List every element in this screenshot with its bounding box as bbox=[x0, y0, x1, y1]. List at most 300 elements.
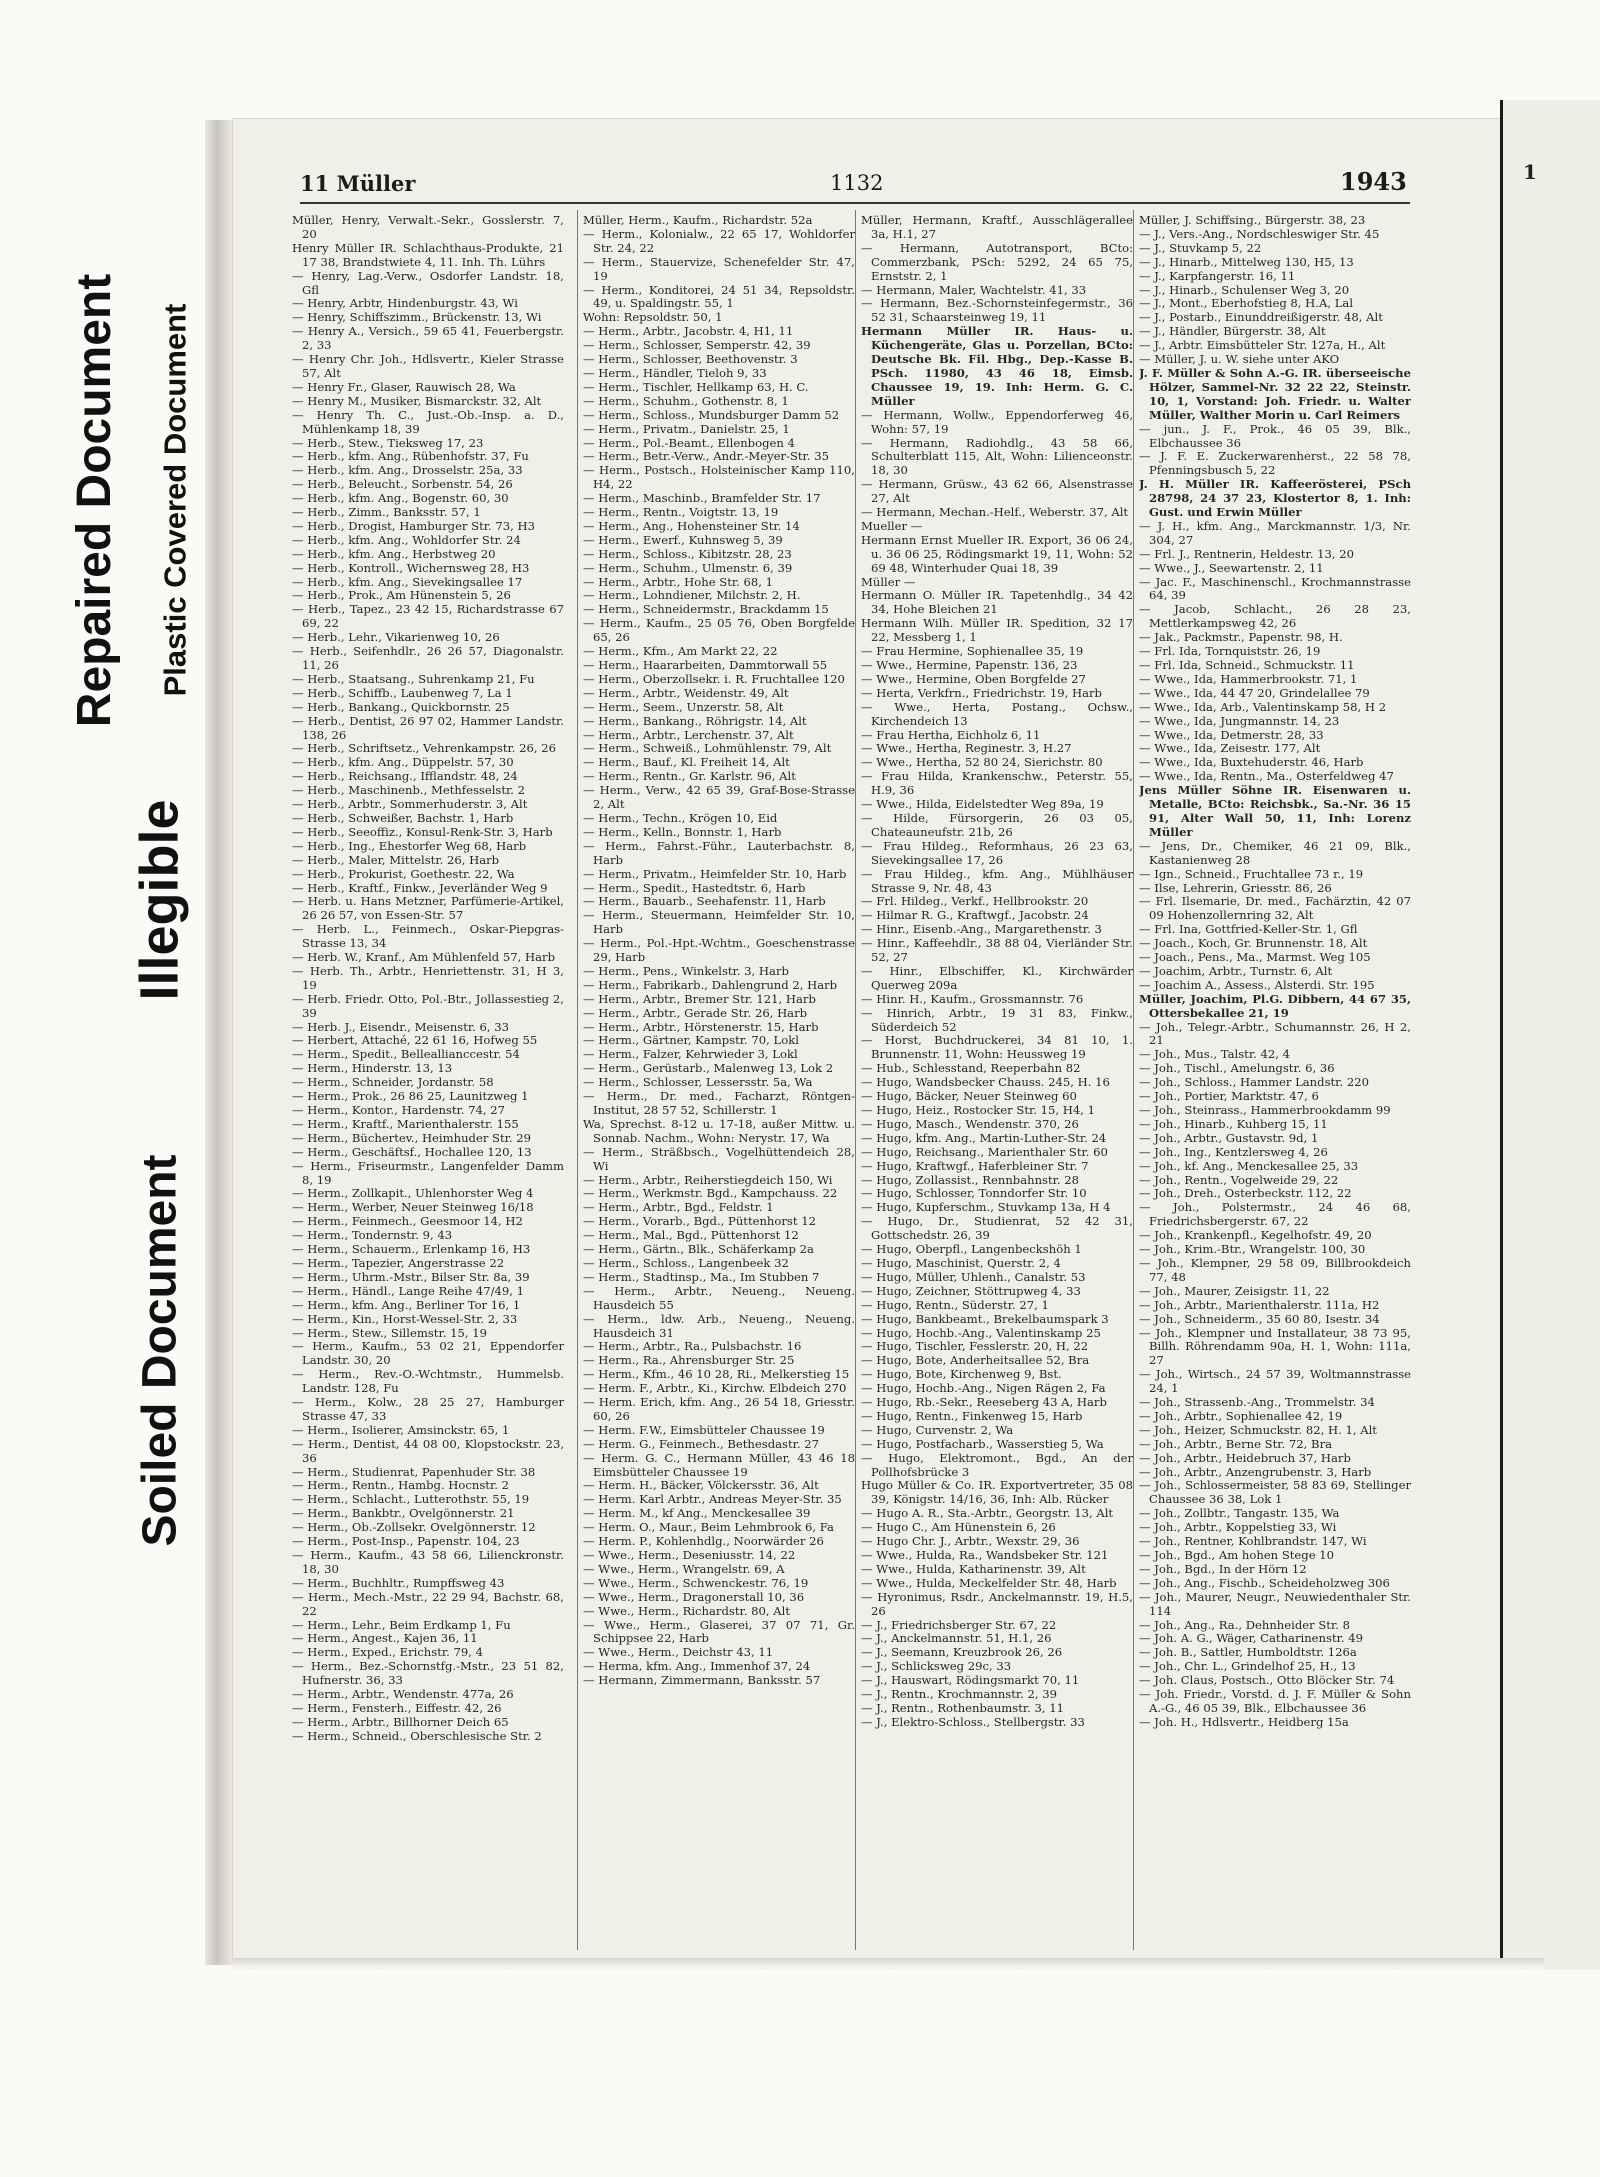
directory-entry: — Frl. Ina, Gottfried-Keller-Str. 1, Gfl bbox=[1139, 922, 1358, 937]
plastic-covered-label bbox=[140, 250, 210, 750]
directory-entry: Müller, J. Schiffsing., Bürgerstr. 38, 23 bbox=[1139, 214, 1366, 227]
directory-entry: — J. H., kfm. Ang., Marckmannstr. 1/3, Nr. 304, 27 bbox=[1139, 518, 1411, 547]
directory-entry: Wa, Sprechst. 8-12 u. 17-18, außer Mittw. u. Sonnab. Nachm., Wohn: Nerystr. 17, Wa bbox=[583, 1116, 855, 1145]
directory-entry: — Herm., Rentn., Hambg. Hocnstr. 2 bbox=[292, 1478, 509, 1493]
directory-entry: J. F. Müller & Sohn A.-G. IR. überseeische Hölzer, Sammel-Nr. 32 22 22, Steinstr. 10, 1, Vorstand: Joh. Friedr. u. Walter Müller, Walther Morin u. Carl Reimers bbox=[1139, 365, 1411, 422]
directory-entry: — Joh., Zollbtr., Tangastr. 135, Wa bbox=[1139, 1506, 1340, 1521]
directory-entry: — Joh., Arbtr., Koppelstieg 33, Wi bbox=[1139, 1520, 1337, 1535]
directory-entry: — Herb., Ing., Ehestorfer Weg 68, Harb bbox=[292, 838, 527, 853]
directory-entry: — Herb., kfm. Ang., Düppelstr. 57, 30 bbox=[292, 755, 514, 770]
directory-entry: — Wwe., Hilda, Eidelstedter Weg 89a, 19 bbox=[861, 797, 1104, 812]
directory-entry: — Hugo, Bote, Kirchenweg 9, Bst. bbox=[861, 1367, 1062, 1382]
directory-entry: — Herb., Drogist, Hamburger Str. 73, H3 bbox=[292, 518, 536, 533]
directory-entry: — Herb., Maler, Mittelstr. 26, Harb bbox=[292, 852, 500, 867]
directory-entry: — Herm., Schloss., Mundsburger Damm 52 bbox=[583, 407, 840, 422]
directory-entry: — Herb. W., Kranf., Am Mühlenfeld 57, Harb bbox=[292, 950, 556, 965]
directory-entry: — Herb., Beleucht., Sorbenstr. 54, 26 bbox=[292, 477, 513, 492]
directory-entry: — Jacob, Schlacht., 26 28 23, Mettlerkampsweg 42, 26 bbox=[1139, 602, 1411, 631]
illegible-text: Illegible bbox=[130, 799, 190, 1001]
directory-entry: — Henry, Arbtr, Hindenburgstr. 43, Wi bbox=[292, 296, 518, 311]
directory-entry: — Joh., Ing., Kentzlersweg 4, 26 bbox=[1139, 1144, 1328, 1159]
directory-entry: — Herm., Bez.-Schornstfg.-Mstr., 23 51 82, Hufnerstr. 36, 33 bbox=[292, 1659, 564, 1688]
directory-entry: — Joh., Ang., Fischb., Scheideholzweg 306 bbox=[1139, 1575, 1390, 1590]
directory-entry: — Wwe., Herm., Wrangelstr. 69, A bbox=[583, 1561, 785, 1576]
column-rule-1 bbox=[577, 210, 578, 1950]
directory-entry: — Herb., Arbtr., Sommerhuderstr. 3, Alt bbox=[292, 797, 528, 812]
directory-entry: — J., Stuvkamp 5, 22 bbox=[1139, 240, 1262, 255]
directory-entry: — Herm., Stauervize, Schenefelder Str. 47, 19 bbox=[583, 254, 855, 283]
directory-entry: — Herm., Arbtr., Ra., Pulsbachstr. 16 bbox=[583, 1339, 802, 1354]
directory-entry: — Hermann, Bez.-Schornsteinfegermstr., 36 52 31, Schaarsteinweg 19, 11 bbox=[861, 296, 1133, 325]
directory-entry: — Hilmar R. G., Kraftwgf., Jacobstr. 24 bbox=[861, 908, 1089, 923]
directory-entry: — Hermann, Wollw., Eppendorferweg 46, Wohn: 57, 19 bbox=[861, 407, 1133, 436]
directory-entry: — Wwe., Herm., Deichstr 43, 11 bbox=[583, 1645, 774, 1660]
header-rule bbox=[300, 202, 1410, 204]
directory-entry: — Ilse, Lehrerin, Griesstr. 86, 26 bbox=[1139, 880, 1332, 895]
directory-entry: — Herb., Schiffb., Laubenweg 7, La 1 bbox=[292, 685, 513, 700]
directory-entry: — Joh., Arbtr., Heidebruch 37, Harb bbox=[1139, 1450, 1351, 1465]
directory-column-2 bbox=[583, 214, 855, 1949]
directory-entry: — Joh., Krankenpfl., Kegelhofstr. 49, 20 bbox=[1139, 1228, 1372, 1243]
directory-entry: — Herm., Arbtr., Hohe Str. 68, 1 bbox=[583, 574, 774, 589]
directory-entry: — Frl. Ilsemarie, Dr. med., Fachärztin, 42 07 09 Hohenzollernring 32, Alt bbox=[1139, 894, 1411, 923]
directory-entry: — Hugo, kfm. Ang., Martin-Luther-Str. 24 bbox=[861, 1130, 1107, 1145]
directory-entry: — Herm., Bankbtr., Ovelgönnerstr. 21 bbox=[292, 1506, 515, 1521]
directory-entry: — Herm., Bauarb., Seehafenstr. 11, Harb bbox=[583, 894, 826, 909]
directory-entry: — Herm., Konditorei, 24 51 34, Repsoldstr. 49, u. Spaldingstr. 55, 1 bbox=[583, 282, 855, 311]
directory-entry: — J., Hauswart, Rödingsmarkt 70, 11 bbox=[861, 1673, 1080, 1688]
directory-entry: — Herm., Kaufm., 53 02 21, Eppendorfer Landstr. 30, 20 bbox=[292, 1339, 564, 1368]
directory-entry: — Herm., Händl., Lange Reihe 47/49, 1 bbox=[292, 1283, 525, 1298]
directory-entry: — Herm., Steuermann, Heimfelder Str. 10, Harb bbox=[583, 908, 855, 937]
directory-entry: — Horst, Buchdruckerei, 34 81 10, 1. Brunnenstr. 11, Wohn: Heussweg 19 bbox=[861, 1033, 1133, 1062]
directory-entry: — Wwe., Herm., Deseniusstr. 14, 22 bbox=[583, 1548, 796, 1562]
directory-entry: — Hermann, Radiohdlg., 43 58 66, Schulterblatt 115, Alt, Wohn: Lilienceonstr. 18, 30 bbox=[861, 435, 1133, 478]
directory-entry: — Hugo, Wandsbecker Chauss. 245, H. 16 bbox=[861, 1075, 1110, 1090]
directory-entry: — J., Mont., Eberhofstieg 8, H.A, Lal bbox=[1139, 296, 1354, 311]
directory-entry: — Herb. L., Feinmech., Oskar-Piepgras-Strasse 13, 34 bbox=[292, 922, 564, 951]
directory-entry: — Joh., Arbtr., Berne Str. 72, Bra bbox=[1139, 1436, 1333, 1451]
directory-entry: — Herm., Ra., Ahrensburger Str. 25 bbox=[583, 1353, 795, 1368]
directory-entry: — Herm., Arbtr., Billhorner Deich 65 bbox=[292, 1714, 509, 1729]
directory-entry: — Jens, Dr., Chemiker, 46 21 09, Blk., Kastanienweg 28 bbox=[1139, 838, 1411, 867]
directory-entry: — Herm., Gerüstarb., Malenweg 13, Lok 2 bbox=[583, 1061, 834, 1076]
directory-entry: — Herb., kfm. Ang., Wohldorfer Str. 24 bbox=[292, 532, 521, 547]
directory-entry: — Herm., Arbtr., Bremer Str. 121, Harb bbox=[583, 991, 816, 1006]
directory-entry: — Hugo, Tischler, Fesslerstr. 20, H, 22 bbox=[861, 1339, 1089, 1354]
directory-entry: Henry Müller IR. Schlachthaus-Produkte, 21 17 38, Brandstwiete 4, 11. Inh. Th. Lührs bbox=[292, 240, 564, 269]
directory-entry: — Herm., Feinmech., Geesmoor 14, H2 bbox=[292, 1214, 523, 1229]
directory-entry: — Jak., Packmstr., Papenstr. 98, H. bbox=[1139, 630, 1343, 645]
directory-column-4 bbox=[1139, 214, 1411, 1949]
directory-entry: — Hugo, Bankbeamt., Brekelbaumspark 3 bbox=[861, 1311, 1109, 1326]
directory-entry: — J., Rentn., Krochmannstr. 2, 39 bbox=[861, 1687, 1058, 1702]
directory-entry: — Herb., Reichsang., Ifflandstr. 48, 24 bbox=[292, 769, 518, 784]
directory-entry: — Herm., Rev.-O.-Wchtmstr., Hummelsb. Landstr. 128, Fu bbox=[292, 1367, 564, 1396]
directory-entry: — Frl. Hildeg., Verkf., Hellbrookstr. 20 bbox=[861, 894, 1089, 909]
directory-entry: — Joh., Polstermstr., 24 46 68, Friedrichsbergerstr. 67, 22 bbox=[1139, 1200, 1411, 1229]
directory-column-1 bbox=[292, 214, 564, 1949]
directory-entry: — Herm., Buchhltr., Rumpffsweg 43 bbox=[292, 1575, 505, 1590]
directory-entry: — Herm. G. C., Hermann Müller, 43 46 18 Eimsbütteler Chaussee 19 bbox=[583, 1450, 855, 1479]
directory-entry: — Herm., Rentn., Gr. Karlstr. 96, Alt bbox=[583, 769, 796, 784]
directory-entry: — Herta, Verkfrn., Friedrichstr. 19, Harb bbox=[861, 685, 1102, 700]
directory-entry: — Herm., Schlosser, Lessersstr. 5a, Wa bbox=[583, 1075, 813, 1090]
directory-entry: — Wwe., J., Seewartenstr. 2, 11 bbox=[1139, 560, 1324, 575]
directory-entry: — Frau Hermine, Sophienallee 35, 19 bbox=[861, 644, 1084, 659]
directory-entry: — Herm., Schloss., Langenbeek 32 bbox=[583, 1255, 789, 1270]
directory-entry: — Herm., Techn., Krögen 10, Eid bbox=[583, 810, 778, 825]
directory-entry: — Henry M., Musiker, Bismarckstr. 32, Alt bbox=[292, 393, 542, 408]
directory-entry: — Herb., Kraftf., Finkw., Jeverländer Weg 9 bbox=[292, 880, 548, 895]
directory-entry: — Herm., Haararbeiten, Dammtorwall 55 bbox=[583, 658, 828, 672]
directory-entry: — Wwe., Herm., Schwenckestr. 76, 19 bbox=[583, 1575, 809, 1590]
directory-entry: — Herm., Betr.-Verw., Andr.-Meyer-Str. 35 bbox=[583, 449, 829, 464]
directory-entry: — Herm., Uhrm.-Mstr., Bilser Str. 8a, 39 bbox=[292, 1269, 530, 1284]
directory-entry: — Hugo, Masch., Wendenstr. 370, 26 bbox=[861, 1116, 1079, 1131]
directory-entry: — Joh., Klempner, 29 58 09, Billbrookdeich 77, 48 bbox=[1139, 1255, 1411, 1284]
directory-entry: — Herm., Bauf., Kl. Freiheit 14, Alt bbox=[583, 755, 790, 770]
soiled-document-label bbox=[105, 1100, 215, 1600]
directory-entry: — Joh., Heizer, Schmuckstr. 82, H. 1, Alt bbox=[1139, 1422, 1377, 1437]
directory-entry: — Joh., Schlossermeister, 58 83 69, Stellinger Chaussee 36 38, Lok 1 bbox=[1139, 1478, 1411, 1507]
directory-entry: — Joach., Pens., Ma., Marmst. Weg 105 bbox=[1139, 950, 1371, 965]
directory-entry: — Hilde, Fürsorgerin, 26 03 05, Chateauneufstr. 21b, 26 bbox=[861, 810, 1133, 839]
directory-entry: — Frau Hildeg., kfm. Ang., Mühlhäuser Strasse 9, Nr. 48, 43 bbox=[861, 866, 1133, 895]
illegible-label bbox=[110, 760, 210, 1040]
directory-entry: — J., Rentn., Rothenbaumstr. 3, 11 bbox=[861, 1700, 1065, 1715]
directory-entry: — Hugo A. R., Sta.-Arbtr., Georgstr. 13, Alt bbox=[861, 1506, 1114, 1521]
directory-entry: — Herm., Stew., Sillemstr. 15, 19 bbox=[292, 1325, 487, 1340]
directory-entry: — Joh., Klempner und Installateur, 38 73 95, Billh. Röhrendamm 90a, H. 1, Wohn: 111a, 27 bbox=[1139, 1325, 1411, 1368]
directory-entry: — Frau Hildeg., Reformhaus, 26 23 63, Sievekingsallee 17, 26 bbox=[861, 838, 1133, 867]
directory-entry: — Joh. Friedr., Vorstd. d. J. F. Müller & Sohn A.-G., 46 05 39, Blk., Elbchaussee 36 bbox=[1139, 1687, 1411, 1715]
directory-entry: — Hugo, Müller, Uhlenh., Canalstr. 53 bbox=[861, 1269, 1086, 1284]
directory-entry: — Hinr. H., Kaufm., Grossmannstr. 76 bbox=[861, 991, 1084, 1006]
directory-entry: — Hugo, Kupferschm., Stuvkamp 13a, H 4 bbox=[861, 1200, 1111, 1215]
directory-entry: — Herm., Ob.-Zollsekr. Ovelgönnerstr. 12 bbox=[292, 1520, 536, 1535]
directory-entry: — Herm. H., Bäcker, Völckersstr. 36, Alt bbox=[583, 1478, 819, 1493]
directory-entry: — Hugo, Zollassist., Rennbahnstr. 28 bbox=[861, 1172, 1080, 1187]
directory-entry: — Henry A., Versich., 59 65 41, Feuerbergstr. 2, 33 bbox=[292, 324, 564, 353]
directory-entry: — Herm., Schuhm., Gothenstr. 8, 1 bbox=[583, 393, 789, 408]
directory-entry: — Joh., Tischl., Amelungstr. 6, 36 bbox=[1139, 1061, 1335, 1076]
directory-entry: — Herb., Seeoffiz., Konsul-Renk-Str. 3, Harb bbox=[292, 824, 553, 839]
directory-entry: — Herm., Händler, Tieloh 9, 33 bbox=[583, 365, 767, 380]
directory-entry: — Herm., Mal., Bgd., Püttenhorst 12 bbox=[583, 1228, 799, 1243]
header-page-number: 1132 bbox=[830, 171, 884, 195]
header-section: 11 Müller bbox=[300, 171, 416, 196]
directory-entry: — J., Vers.-Ang., Nordschleswiger Str. 45 bbox=[1139, 226, 1380, 241]
directory-entry: — Joh., Schneiderm., 35 60 80, Isestr. 34 bbox=[1139, 1311, 1380, 1326]
directory-entry: — Joh. B., Sattler, Humboldtstr. 126a bbox=[1139, 1645, 1357, 1660]
directory-entry: — Herm., Schweiß., Lohmühlenstr. 79, Alt bbox=[583, 741, 832, 756]
directory-entry: — Joh., Arbtr., Anzengrubenstr. 3, Harb bbox=[1139, 1464, 1372, 1479]
directory-entry: — Herm., Schuhm., Ulmenstr. 6, 39 bbox=[583, 560, 793, 575]
directory-entry: — Joh., Steinrass., Hammerbrookdamm 99 bbox=[1139, 1103, 1391, 1117]
directory-entry: — Wwe., Hermine, Oben Borgfelde 27 bbox=[861, 671, 1086, 686]
directory-entry: Hermann Müller IR. Haus- u. Küchengeräte, Glas u. Porzellan, BCto: Deutsche Bk. Fil. Hbg., Dep.-Kasse B. PSch. 11980, 43 46 18, Eimsb. Chaussee 19, 19. Inh: Herm. G. C. Müller bbox=[861, 324, 1133, 408]
directory-entry: — Wwe., Hertha, 52 80 24, Sierichstr. 80 bbox=[861, 755, 1103, 770]
directory-entry: — Herm., Schneid., Oberschlesische Str. 2 bbox=[292, 1728, 542, 1743]
directory-entry: — Herm., Kaufm., 25 05 76, Oben Borgfelde 65, 26 bbox=[583, 616, 855, 645]
directory-entry: — Henry, Schiffszimm., Brückenstr. 13, Wi bbox=[292, 310, 542, 325]
directory-entry: — Herm., Werkmstr. Bgd., Kampchauss. 22 bbox=[583, 1186, 838, 1201]
directory-entry: — Herm., Sträßbsch., Vogelhüttendeich 28, Wi bbox=[583, 1144, 855, 1173]
directory-entry: — Herb., Tapez., 23 42 15, Richardstrasse 67 69, 22 bbox=[292, 602, 564, 631]
directory-entry: — Joh., Hinarb., Kuhberg 15, 11 bbox=[1139, 1116, 1328, 1131]
directory-entry: Müller, Herm., Kaufm., Richardstr. 52a bbox=[583, 214, 813, 227]
directory-entry: — Hugo, Rentn., Süderstr. 27, 1 bbox=[861, 1297, 1049, 1312]
directory-entry: — Hugo, Heiz., Rostocker Str. 15, H4, 1 bbox=[861, 1103, 1095, 1117]
directory-entry: — Herm. G., Feinmech., Bethesdastr. 27 bbox=[583, 1436, 820, 1451]
directory-entry: — Joh., Strassenb.-Ang., Trommelstr. 34 bbox=[1139, 1395, 1375, 1410]
directory-entry: — Joh., Dreh., Osterbeckstr. 112, 22 bbox=[1139, 1186, 1352, 1201]
directory-entry: — Herm., Vorarb., Bgd., Püttenhorst 12 bbox=[583, 1214, 816, 1229]
directory-entry: — Joh., Rentner, Kohlbrandstr. 147, Wi bbox=[1139, 1534, 1367, 1549]
directory-entry: — J., Elektro-Schloss., Stellbergstr. 33 bbox=[861, 1714, 1085, 1729]
directory-entry: — Joh. Claus, Postsch., Otto Blöcker Str. 74 bbox=[1139, 1673, 1395, 1688]
directory-entry: — Herm., Tischler, Hellkamp 63, H. C. bbox=[583, 379, 809, 394]
directory-entry: — Herm., Friseurmstr., Langenfelder Damm 8, 19 bbox=[292, 1158, 564, 1187]
directory-entry: — Herm., Fahrst.-Führ., Lauterbachstr. 8, Harb bbox=[583, 838, 855, 867]
directory-entry: — Joh., Schloss., Hammer Landstr. 220 bbox=[1139, 1075, 1369, 1090]
directory-entry: — J., Schlicksweg 29c, 33 bbox=[861, 1659, 1012, 1674]
repaired-document-text: Repaired Document bbox=[68, 273, 122, 727]
directory-entry: — Herm., Büchertev., Heimhuder Str. 29 bbox=[292, 1130, 532, 1145]
directory-entry: — J. F. E. Zuckerwarenherst., 22 58 78, Pfenningsbusch 5, 22 bbox=[1139, 449, 1411, 478]
directory-entry: — Herb., kfm. Ang., Drosselstr. 25a, 33 bbox=[292, 463, 523, 478]
directory-entry: — Herb. u. Hans Metzner, Parfümerie-Artikel, 26 26 57, von Essen-Str. 57 bbox=[292, 894, 564, 923]
directory-entry: — Hugo, Oberpfl., Langenbeckshöh 1 bbox=[861, 1242, 1082, 1257]
soiled-document-text: Soiled Document bbox=[133, 1153, 187, 1547]
directory-entry: — Herm., Rentn., Voigtstr. 13, 19 bbox=[583, 505, 779, 520]
directory-entry: — Herm., Lohndiener, Milchstr. 2, H. bbox=[583, 588, 801, 603]
directory-entry: — J., Karpfangerstr. 16, 11 bbox=[1139, 268, 1296, 283]
directory-entry: Hermann Ernst Mueller IR. Export, 36 06 24, u. 36 06 25, Rödingsmarkt 19, 11, Wohn: 52 69 48, Winterhuder Quai 18, 39 bbox=[861, 532, 1133, 575]
directory-entry: — Herm., Postsch., Holsteinischer Kamp 110, H4, 22 bbox=[583, 463, 855, 492]
directory-entry: — Frau Hertha, Eichholz 6, 11 bbox=[861, 727, 1041, 742]
directory-entry: — Joh., Arbtr., Sophienallee 42, 19 bbox=[1139, 1408, 1343, 1423]
directory-entry: — Herm., Arbtr., Reiherstiegdeich 150, Wi bbox=[583, 1172, 833, 1187]
directory-entry: — Joh., Arbtr., Marienthalerstr. 111a, H2 bbox=[1139, 1297, 1380, 1312]
directory-entry: — Joh., Bgd., Am hohen Stege 10 bbox=[1139, 1548, 1335, 1562]
directory-entry: — Herm., Kolonialw., 22 65 17, Wohldorfer Str. 24, 22 bbox=[583, 226, 855, 255]
header-year: 1943 bbox=[1340, 167, 1407, 196]
next-page-edge bbox=[1500, 100, 1600, 1970]
directory-entry: — Herm., Lehr., Beim Erdkamp 1, Fu bbox=[292, 1617, 511, 1632]
directory-entry: — Frl. Ida, Schneid., Schmuckstr. 11 bbox=[1139, 658, 1355, 672]
directory-entry: — Herb., Maschinenb., Methfesselstr. 2 bbox=[292, 783, 526, 798]
directory-entry: — Herb., Seifenhdlr., 26 26 57, Diagonalstr. 11, 26 bbox=[292, 644, 564, 672]
directory-entry: — Herb. Th., Arbtr., Henriettenstr. 31, H 3, 19 bbox=[292, 963, 564, 992]
directory-entry: — Herm., Gärtner, Kampstr. 70, Lokl bbox=[583, 1033, 799, 1048]
directory-entry: — Henry Fr., Glaser, Rauwisch 28, Wa bbox=[292, 379, 516, 394]
directory-entry: — Henry Th. C., Just.-Ob.-Insp. a. D., Mühlenkamp 18, 39 bbox=[292, 407, 564, 436]
directory-entry: — J., Seemann, Kreuzbrook 26, 26 bbox=[861, 1645, 1063, 1660]
directory-entry: — Herm., Schauerm., Erlenkamp 16, H3 bbox=[292, 1242, 531, 1257]
directory-entry: — Joh. H., Hdlsvertr., Heidberg 15a bbox=[1139, 1714, 1349, 1729]
directory-entry: — J., Postarb., Einunddreißigerstr. 48, Alt bbox=[1139, 310, 1383, 325]
directory-entry: — Herm., Arbtr., Jacobstr. 4, H1, 11 bbox=[583, 324, 794, 339]
directory-entry: — Hermann, Maler, Wachtelstr. 41, 33 bbox=[861, 282, 1087, 297]
next-page-stub: 1 bbox=[1523, 160, 1537, 184]
directory-entry: — Hermann, Grüsw., 43 62 66, Alsenstrasse 27, Alt bbox=[861, 477, 1133, 506]
page-bottom-shadow bbox=[232, 1958, 1544, 1972]
directory-entry: — Herm., Arbtr., Neueng., Neueng. Hausdeich 55 bbox=[583, 1283, 855, 1312]
directory-entry: — Herm., Ewerf., Kuhnsweg 5, 39 bbox=[583, 532, 783, 547]
directory-entry: Mueller — bbox=[861, 518, 923, 533]
directory-entry: Jens Müller Söhne IR. Eisenwaren u. Metalle, BCto: Reichsbk., Sa.-Nr. 36 15 91, Alter Wall 50, 11, Inh: Lorenz Müller bbox=[1139, 783, 1411, 839]
directory-entry: — Herm., Ang., Hohensteiner Str. 14 bbox=[583, 518, 800, 533]
directory-entry: — Hinrich, Arbtr., 19 31 83, Finkw., Süderdeich 52 bbox=[861, 1005, 1133, 1034]
directory-entry: — Herm., Kontor., Hardenstr. 74, 27 bbox=[292, 1103, 506, 1117]
directory-entry: — Herm., Tapezier, Angerstrasse 22 bbox=[292, 1255, 505, 1270]
directory-entry: — Hinr., Elbschiffer, Kl., Kirchwärder Querweg 209a bbox=[861, 963, 1133, 992]
directory-entry: — Hugo, Curvenstr. 2, Wa bbox=[861, 1422, 1014, 1437]
directory-entry: — Herm., Falzer, Kehrwieder 3, Lokl bbox=[583, 1047, 798, 1062]
directory-entry: — Hub., Schlesstand, Reeperbahn 82 bbox=[861, 1061, 1081, 1076]
directory-entry: — Herb., kfm. Ang., Herbstweg 20 bbox=[292, 546, 496, 561]
directory-entry: — Herm., ldw. Arb., Neueng., Neueng. Hausdeich 31 bbox=[583, 1311, 855, 1340]
directory-entry: — Hyronimus, Rsdr., Anckelmannstr. 19, H.5, 26 bbox=[861, 1589, 1133, 1618]
directory-entry: — Wwe., Herm., Dragonerstall 10, 36 bbox=[583, 1589, 805, 1604]
directory-entry: — Wwe., Ida, Detmerstr. 28, 33 bbox=[1139, 727, 1324, 742]
directory-entry: Wohn: Repsoldstr. 50, 1 bbox=[583, 310, 723, 325]
directory-entry: — Joh., Telegr.-Arbtr., Schumannstr. 26, H 2, 21 bbox=[1139, 1019, 1411, 1048]
directory-entry: — Herm. F., Arbtr., Ki., Kirchw. Elbdeich 270 bbox=[583, 1381, 847, 1396]
page-edge-shadow bbox=[205, 120, 235, 1965]
repaired-document-label bbox=[40, 250, 150, 750]
directory-entry: — J., Händler, Bürgerstr. 38, Alt bbox=[1139, 324, 1326, 339]
directory-entry: — J., Anckelmannstr. 51, H.1, 26 bbox=[861, 1631, 1052, 1646]
directory-entry: — Herm., Kin., Horst-Wessel-Str. 2, 33 bbox=[292, 1311, 518, 1326]
directory-entry: — Hugo, Bäcker, Neuer Steinweg 60 bbox=[861, 1089, 1077, 1104]
directory-entry: — Henry, Lag.-Verw., Osdorfer Landstr. 18, Gfl bbox=[292, 268, 564, 297]
directory-entry: — Herb., Dentist, 26 97 02, Hammer Landstr. 138, 26 bbox=[292, 713, 564, 742]
directory-entry: Müller — bbox=[861, 574, 916, 589]
directory-entry: — Herb., kfm. Ang., Bogenstr. 60, 30 bbox=[292, 491, 509, 506]
directory-entry: — J., Hinarb., Schulenser Weg 3, 20 bbox=[1139, 282, 1350, 297]
directory-entry: — Herm., Gärtn., Blk., Schäferkamp 2a bbox=[583, 1242, 814, 1257]
directory-entry: — Herm., Studienrat, Papenhuder Str. 38 bbox=[292, 1464, 536, 1479]
directory-entry: — Herm., Pens., Winkelstr. 3, Harb bbox=[583, 963, 789, 978]
directory-entry: — Herm., Kfm., 46 10 28, Ri., Melkerstieg 15 bbox=[583, 1367, 850, 1382]
directory-entry: — Herm., Zollkapit., Uhlenhorster Weg 4 bbox=[292, 1186, 534, 1201]
directory-entry: — Herm., Pol.-Hpt.-Wchtm., Goeschenstrasse 29, Harb bbox=[583, 936, 855, 965]
directory-entry: — Joh., kf. Ang., Menckesallee 25, 33 bbox=[1139, 1158, 1359, 1173]
directory-entry: — Wwe., Ida, 44 47 20, Grindelallee 79 bbox=[1139, 685, 1370, 700]
directory-entry: — Herm., Schlosser, Semperstr. 42, 39 bbox=[583, 338, 811, 353]
directory-entry: — Joh., Bgd., In der Hörn 12 bbox=[1139, 1561, 1307, 1576]
directory-entry: — Herb., Schweißer, Bachstr. 1, Harb bbox=[292, 810, 514, 825]
directory-entry: — Herm., Fabrikarb., Dahlengrund 2, Harb bbox=[583, 977, 838, 992]
directory-entry: — Wwe., Herta, Postang., Ochsw., Kirchendeich 13 bbox=[861, 699, 1133, 728]
directory-entry: — Joh. A. G., Wäger, Catharinenstr. 49 bbox=[1139, 1631, 1363, 1646]
directory-entry: — Herb. J., Eisendr., Meisenstr. 6, 33 bbox=[292, 1019, 510, 1034]
directory-entry: — Wwe., Hermine, Papenstr. 136, 23 bbox=[861, 658, 1078, 672]
directory-entry: — Herm., Werber, Neuer Steinweg 16/18 bbox=[292, 1200, 534, 1215]
directory-entry: — Herm., Stadtinsp., Ma., Im Stubben 7 bbox=[583, 1269, 820, 1284]
directory-entry: — Joh., Arbtr., Gustavstr. 9d, 1 bbox=[1139, 1130, 1319, 1145]
directory-entry: — Herm. Karl Arbtr., Andreas Meyer-Str. 35 bbox=[583, 1492, 842, 1507]
directory-entry: — Herm., Schlacht., Lutterothstr. 55, 19 bbox=[292, 1492, 530, 1507]
directory-entry: — Joh., Chr. L., Grindelhof 25, H., 13 bbox=[1139, 1659, 1356, 1674]
directory-entry: — Herm., Geschäftsf., Hochallee 120, 13 bbox=[292, 1144, 532, 1159]
directory-entry: Müller, Hermann, Kraftf., Ausschlägerallee 3a, H.1, 27 bbox=[861, 214, 1133, 241]
directory-entry: — J., Hinarb., Mittelweg 130, H5, 13 bbox=[1139, 254, 1354, 269]
directory-entry: — Hugo, Reichsang., Marienthaler Str. 60 bbox=[861, 1144, 1108, 1159]
directory-entry: Hermann O. Müller IR. Tapetenhdlg., 34 42 34, Hohe Bleichen 21 bbox=[861, 588, 1133, 617]
directory-entry: — Herm., Tondernstr. 9, 43 bbox=[292, 1228, 453, 1243]
directory-entry: — Hermann, Mechan.-Helf., Weberstr. 37, Alt bbox=[861, 505, 1129, 520]
directory-entry: — Herm., Privatm., Danielstr. 25, 1 bbox=[583, 421, 790, 436]
directory-entry: — Herm., Arbtr., Lerchenstr. 37, Alt bbox=[583, 727, 794, 742]
directory-entry: — Herm., Kolw., 28 25 27, Hamburger Strasse 47, 33 bbox=[292, 1395, 564, 1423]
directory-entry: — Wwe., Hulda, Meckelfelder Str. 48, Harb bbox=[861, 1575, 1117, 1590]
directory-entry: — Wwe., Herm., Richardstr. 80, Alt bbox=[583, 1603, 790, 1618]
directory-entry: — Herm., Verw., 42 65 39, Graf-Bose-Strasse 2, Alt bbox=[583, 783, 855, 812]
directory-entry: Müller, Henry, Verwalt.-Sekr., Gosslerstr. 7, 20 bbox=[292, 214, 564, 241]
directory-entry: — Herm., Oberzollsekr. i. R. Fruchtallee 120 bbox=[583, 671, 845, 686]
directory-entry: — Herm., Arbtr., Hörstenerstr. 15, Harb bbox=[583, 1019, 819, 1034]
directory-entry: Müller, Joachim, Pl.G. Dibbern, 44 67 35, Ottersbekallee 21, 19 bbox=[1139, 991, 1411, 1020]
directory-entry: — Ign., Schneid., Fruchtallee 73 r., 19 bbox=[1139, 866, 1364, 881]
directory-entry: — Herm., Schloss., Kibitzstr. 28, 23 bbox=[583, 546, 792, 561]
directory-entry: Hermann Wilh. Müller IR. Spedition, 32 17 22, Messberg 1, 1 bbox=[861, 616, 1133, 645]
directory-entry: — Jac. F., Maschinenschl., Krochmannstrasse 64, 39 bbox=[1139, 574, 1411, 603]
directory-entry: — Joach., Koch, Gr. Brunnenstr. 18, Alt bbox=[1139, 936, 1368, 951]
directory-entry: — Herma, kfm. Ang., Immenhof 37, 24 bbox=[583, 1659, 811, 1674]
directory-entry: — Joachim A., Assess., Alsterdi. Str. 195 bbox=[1139, 977, 1375, 992]
column-rule-2 bbox=[855, 210, 856, 1950]
directory-entry: — Herm., Dentist, 44 08 00, Klopstockstr. 23, 36 bbox=[292, 1436, 564, 1465]
directory-entry: — Hugo, Zeichner, Stöttrupweg 4, 33 bbox=[861, 1283, 1081, 1298]
directory-entry: — Herm., Arbtr., Bgd., Feldstr. 1 bbox=[583, 1200, 774, 1215]
directory-entry: — Herb., Prok., Am Hünenstein 5, 26 bbox=[292, 588, 511, 603]
directory-entry: — Herm., kfm. Ang., Berliner Tor 16, 1 bbox=[292, 1297, 521, 1312]
directory-entry: — Joh., Rentn., Vogelweide 29, 22 bbox=[1139, 1172, 1339, 1187]
directory-entry: — Joh., Maurer, Neugr., Neuwiedenthaler Str. 114 bbox=[1139, 1589, 1411, 1618]
directory-entry: — Müller, J. u. W. siehe unter AKO bbox=[1139, 352, 1340, 367]
directory-entry: — Wwe., Ida, Arb., Valentinskamp 58, H 2 bbox=[1139, 699, 1387, 714]
directory-entry: — Hermann, Autotransport, BCto: Commerzbank, PSch: 5292, 24 65 75, Ernststr. 2, 1 bbox=[861, 240, 1133, 283]
directory-entry: — Wwe., Hulda, Ra., Wandsbeker Str. 121 bbox=[861, 1548, 1109, 1562]
directory-entry: — Herb., Bankang., Quickbornstr. 25 bbox=[292, 699, 510, 714]
plastic-covered-text: Plastic Covered Document bbox=[157, 303, 193, 697]
directory-entry: — Herm., Spedit., Hastedtstr. 6, Harb bbox=[583, 880, 806, 895]
directory-entry: Hugo Müller & Co. IR. Exportvertreter, 35 08 39, Königstr. 14/16, 36, Inh: Alb. Rücker bbox=[861, 1478, 1133, 1507]
directory-entry: — Herb., Zimm., Banksstr. 57, 1 bbox=[292, 505, 481, 520]
directory-entry: — Herm., Schneidermstr., Brackdamm 15 bbox=[583, 602, 829, 617]
directory-entry: — Herm., Exped., Erichstr. 79, 4 bbox=[292, 1645, 484, 1660]
directory-entry: — Herm. P., Kohlenhdlg., Noorwärder 26 bbox=[583, 1534, 824, 1549]
directory-entry: — Hugo, Hochb.-Ang., Valentinskamp 25 bbox=[861, 1325, 1101, 1340]
directory-entry: — Herb., Lehr., Vikarienweg 10, 26 bbox=[292, 630, 500, 645]
directory-entry: — Herm., Fensterh., Eiffestr. 42, 26 bbox=[292, 1700, 502, 1715]
directory-entry: — Herm. Erich, kfm. Ang., 26 54 18, Griesstr. 60, 26 bbox=[583, 1395, 855, 1423]
directory-entry: — Herb., kfm. Ang., Rübenhofstr. 37, Fu bbox=[292, 449, 529, 464]
directory-entry: — Herb., Prokurist, Goethestr. 22, Wa bbox=[292, 866, 515, 881]
directory-column-3 bbox=[861, 214, 1133, 1949]
directory-entry: — Hugo, Bote, Anderheitsallee 52, Bra bbox=[861, 1353, 1090, 1368]
directory-entry: — Herm., Kaufm., 43 58 66, Lilienckronstr. 18, 30 bbox=[292, 1548, 564, 1576]
directory-entry: — Wwe., Ida, Buxtehuderstr. 46, Harb bbox=[1139, 755, 1364, 770]
directory-entry: — Henry Chr. Joh., Hdlsvertr., Kieler Strasse 57, Alt bbox=[292, 352, 564, 380]
directory-entry: — J., Arbtr. Eimsbütteler Str. 127a, H., Alt bbox=[1139, 338, 1386, 353]
column-rule-3 bbox=[1133, 210, 1134, 1950]
directory-entry: — Herm., Prok., 26 86 25, Launitzweg 1 bbox=[292, 1089, 529, 1104]
